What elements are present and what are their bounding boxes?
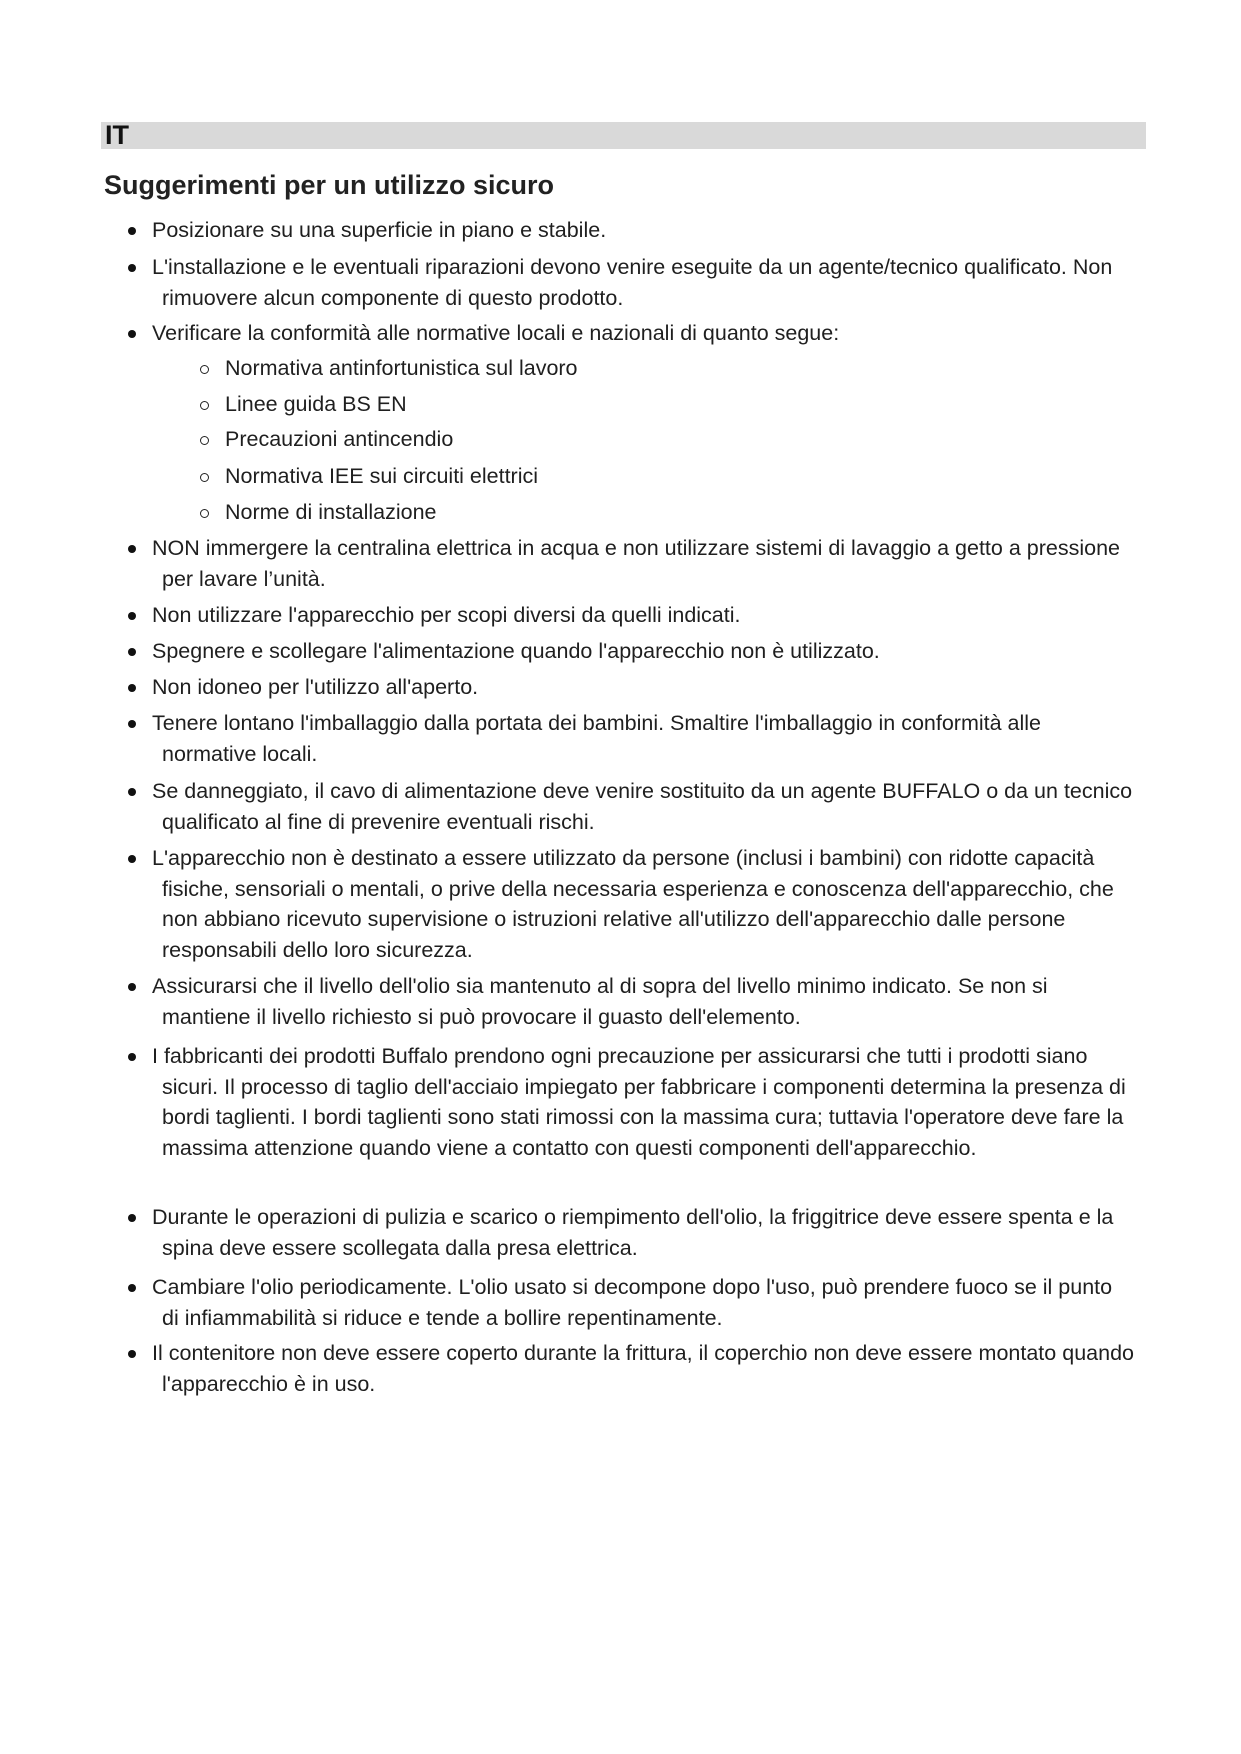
circle-bullet-icon — [200, 509, 209, 518]
circle-bullet-icon — [200, 473, 209, 482]
sub-list-item: Norme di installazione — [225, 497, 437, 527]
list-item: NON immergere la centralina elettrica in acqua e non utilizzare sistemi di lavaggio a getto a pressione per lavare l’unità. — [152, 533, 1134, 594]
list-item: I fabbricanti dei prodotti Buffalo prendono ogni precauzione per assicurarsi che tutti i prodotti siano sicuri. Il processo di taglio dell'acciaio impiegato per fabbricare i componenti determina la presenza di bordi taglienti. I bordi taglienti sono stati rimossi con la massima cura; tuttavia l'operatore deve fare la massima attenzione quando viene a contatto con questi componenti dell'apparecchio. — [152, 1041, 1134, 1163]
bullet-icon — [128, 855, 136, 863]
bullet-icon — [128, 788, 136, 796]
bullet-icon — [128, 545, 136, 553]
circle-bullet-icon — [200, 365, 209, 374]
list-item: L'installazione e le eventuali riparazioni devono venire eseguite da un agente/tecnico qualificato. Non rimuovere alcun componente di questo prodotto. — [152, 252, 1134, 313]
list-item: L'apparecchio non è destinato a essere utilizzato da persone (inclusi i bambini) con ridotte capacità fisiche, sensoriali o mentali, o prive della necessaria esperienza e conoscenza dell'apparecchio, che non abbiano ricevuto supervisione o istruzioni relative all'utilizzo dell'apparecchio dalle persone responsabili dello loro sicurezza. — [152, 843, 1134, 965]
bullet-icon — [128, 684, 136, 692]
bullet-icon — [128, 1350, 136, 1358]
list-item: Il contenitore non deve essere coperto durante la frittura, il coperchio non deve essere montato quando l'apparecchio è in uso. — [152, 1338, 1134, 1399]
bullet-icon — [128, 1284, 136, 1292]
bullet-icon — [128, 983, 136, 991]
bullet-icon — [128, 264, 136, 272]
list-item: Cambiare l'olio periodicamente. L'olio usato si decompone dopo l'uso, può prendere fuoco se il punto di infiammabilità si riduce e tende a bollire repentinamente. — [152, 1272, 1134, 1333]
list-item: Tenere lontano l'imballaggio dalla portata dei bambini. Smaltire l'imballaggio in conformità alle normative locali. — [152, 708, 1134, 769]
circle-bullet-icon — [200, 436, 209, 445]
bullet-icon — [128, 227, 136, 235]
bullet-icon — [128, 720, 136, 728]
bullet-icon — [128, 1214, 136, 1222]
list-item: Posizionare su una superficie in piano e stabile. — [152, 215, 1134, 246]
list-item: Durante le operazioni di pulizia e scarico o riempimento dell'olio, la friggitrice deve essere spenta e la spina deve essere scollegata dalla presa elettrica. — [152, 1202, 1134, 1263]
sub-list-item: Linee guida BS EN — [225, 389, 407, 419]
sub-list-item: Normativa IEE sui circuiti elettrici — [225, 461, 538, 491]
bullet-icon — [128, 648, 136, 656]
list-item: Assicurarsi che il livello dell'olio sia mantenuto al di sopra del livello minimo indicato. Se non si mantiene il livello richiesto si può provocare il guasto dell'elemento. — [152, 971, 1134, 1032]
bullet-icon — [128, 612, 136, 620]
list-item: Non idoneo per l'utilizzo all'aperto. — [152, 672, 1134, 703]
list-item: Verificare la conformità alle normative locali e nazionali di quanto segue: — [152, 318, 1134, 349]
bullet-icon — [128, 1053, 136, 1061]
section-title: Suggerimenti per un utilizzo sicuro — [104, 170, 555, 200]
sub-list-item: Normativa antinfortunistica sul lavoro — [225, 353, 578, 383]
bullet-icon — [128, 330, 136, 338]
list-item: Non utilizzare l'apparecchio per scopi diversi da quelli indicati. — [152, 600, 1134, 631]
list-item: Spegnere e scollegare l'alimentazione quando l'apparecchio non è utilizzato. — [152, 636, 1134, 667]
sub-list-item: Precauzioni antincendio — [225, 424, 453, 454]
list-item: Se danneggiato, il cavo di alimentazione deve venire sostituito da un agente BUFFALO o da un tecnico qualificato al fine di prevenire eventuali rischi. — [152, 776, 1134, 837]
language-code: IT — [105, 120, 129, 150]
circle-bullet-icon — [200, 401, 209, 410]
